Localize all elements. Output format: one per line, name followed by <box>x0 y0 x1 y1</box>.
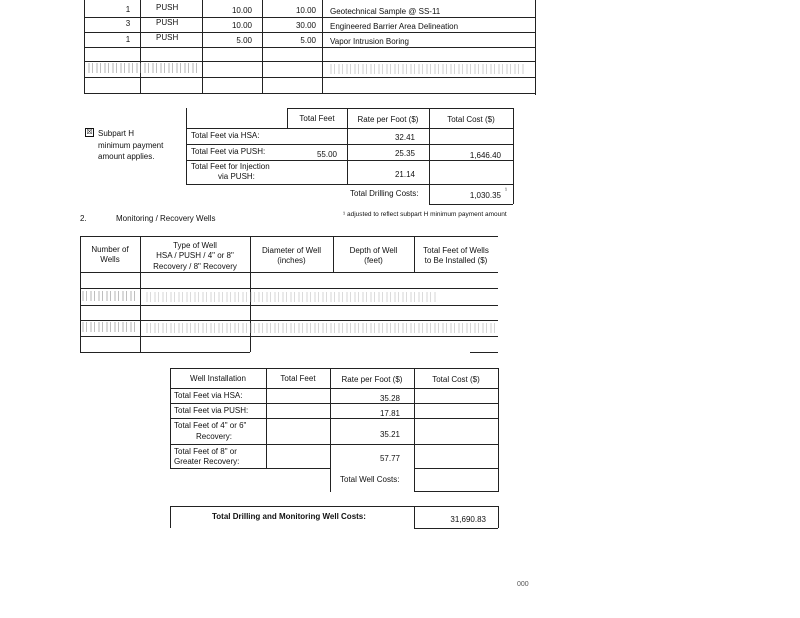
top-row-1-total: 10.00 <box>295 6 316 15</box>
drilling-row-hsa-rate: 32.41 <box>394 133 415 142</box>
scan-noise <box>88 63 198 73</box>
drilling-total-label: Total Drilling Costs: <box>350 189 419 198</box>
top-row-3-method: PUSH <box>156 33 179 42</box>
top-row-1-qty: 1 <box>125 5 131 14</box>
wells-header-type-1: Type of Well <box>173 241 217 250</box>
drilling-row-injection-label-1: Total Feet for Injection <box>191 162 270 171</box>
drilling-row-push-feet: 55.00 <box>316 150 337 159</box>
drilling-row-hsa-label: Total Feet via HSA: <box>191 131 260 140</box>
top-row-1-method: PUSH <box>156 3 179 12</box>
top-row-3-depth: 5.00 <box>236 36 252 45</box>
wells-header-number-2: Wells <box>100 255 120 264</box>
scan-noise <box>330 64 525 74</box>
drilling-header-total-cost: Total Cost ($) <box>447 115 495 124</box>
install-header-installation: Well Installation <box>190 374 246 383</box>
drilling-row-injection-rate: 21.14 <box>394 170 415 179</box>
install-row-recovery-8-rate: 57.77 <box>379 454 400 463</box>
subpart-note-line3: amount applies. <box>98 152 155 161</box>
grand-total-label: Total Drilling and Monitoring Well Costs: <box>212 512 366 521</box>
install-row-hsa-rate: 35.28 <box>379 394 400 403</box>
drilling-header-rate: Rate per Foot ($) <box>357 115 419 124</box>
wells-header-diameter-2: (inches) <box>277 256 306 265</box>
subpart-h-checkbox[interactable]: ☒ <box>86 129 93 136</box>
page-mark: 000 <box>517 581 529 588</box>
install-row-recovery-4-6-rate: 35.21 <box>379 430 400 439</box>
drilling-row-push-rate: 25.35 <box>394 149 415 158</box>
drilling-header-total-feet: Total Feet <box>299 114 335 123</box>
top-row-3-total: 5.00 <box>300 36 316 45</box>
drilling-total-footnote-mark: ¹ <box>505 188 507 194</box>
wells-header-diameter-1: Diameter of Well <box>262 246 321 255</box>
install-row-recovery-4-6-label-1: Total Feet of 4" or 6" <box>174 421 247 430</box>
scan-noise <box>82 291 138 301</box>
scan-noise <box>146 323 496 333</box>
install-row-recovery-8-label-2: Greater Recovery: <box>174 457 240 466</box>
install-row-push-label: Total Feet via PUSH: <box>174 406 249 415</box>
wells-header-depth-1: Depth of Well <box>349 246 398 255</box>
wells-header-type-2: HSA / PUSH / 4" or 8" <box>156 251 234 260</box>
top-row-2-depth: 10.00 <box>231 21 252 30</box>
install-row-hsa-label: Total Feet via HSA: <box>174 391 243 400</box>
drilling-total-value: 1,030.35 <box>469 191 501 200</box>
drilling-row-injection-label-2: via PUSH: <box>218 172 255 181</box>
top-row-1-description: Geotechnical Sample @ SS-11 <box>330 7 441 16</box>
scan-noise <box>82 322 138 332</box>
wells-header-total-1: Total Feet of Wells <box>423 246 489 255</box>
install-row-recovery-8-label-1: Total Feet of 8" or <box>174 447 237 456</box>
subpart-note-line1: Subpart H <box>98 129 135 138</box>
section-number: 2. <box>80 214 87 223</box>
wells-header-number-1: Number of <box>91 245 129 254</box>
drilling-row-push-label: Total Feet via PUSH: <box>191 147 266 156</box>
grand-total-value: 31,690.83 <box>450 515 486 524</box>
subpart-note-line2: minimum payment <box>98 141 164 150</box>
install-total-label: Total Well Costs: <box>340 475 400 484</box>
install-row-push-rate: 17.81 <box>379 409 400 418</box>
install-header-total-cost: Total Cost ($) <box>432 375 480 384</box>
install-header-rate: Rate per Foot ($) <box>341 375 403 384</box>
top-row-1-depth: 10.00 <box>231 6 252 15</box>
section-title: Monitoring / Recovery Wells <box>116 214 216 223</box>
top-row-2-total: 30.00 <box>295 21 316 30</box>
install-header-total-feet: Total Feet <box>280 374 316 383</box>
drilling-footnote: ¹ adjusted to reflect subpart H minimum payment amount <box>343 211 507 218</box>
wells-header-type-3: Recovery / 8" Recovery <box>153 262 237 271</box>
top-row-3-qty: 1 <box>125 35 131 44</box>
drilling-row-push-cost: 1,646.40 <box>469 151 501 160</box>
top-row-2-description: Engineered Barrier Area Delineation <box>330 22 459 31</box>
top-row-2-method: PUSH <box>156 18 179 27</box>
install-row-recovery-4-6-label-2: Recovery: <box>196 432 233 441</box>
wells-header-total-2: to Be Installed ($) <box>424 256 488 265</box>
wells-header-depth-2: (feet) <box>364 256 383 265</box>
top-row-3-description: Vapor Intrusion Boring <box>330 37 410 46</box>
scan-noise <box>146 292 436 302</box>
top-row-2-qty: 3 <box>125 19 131 28</box>
